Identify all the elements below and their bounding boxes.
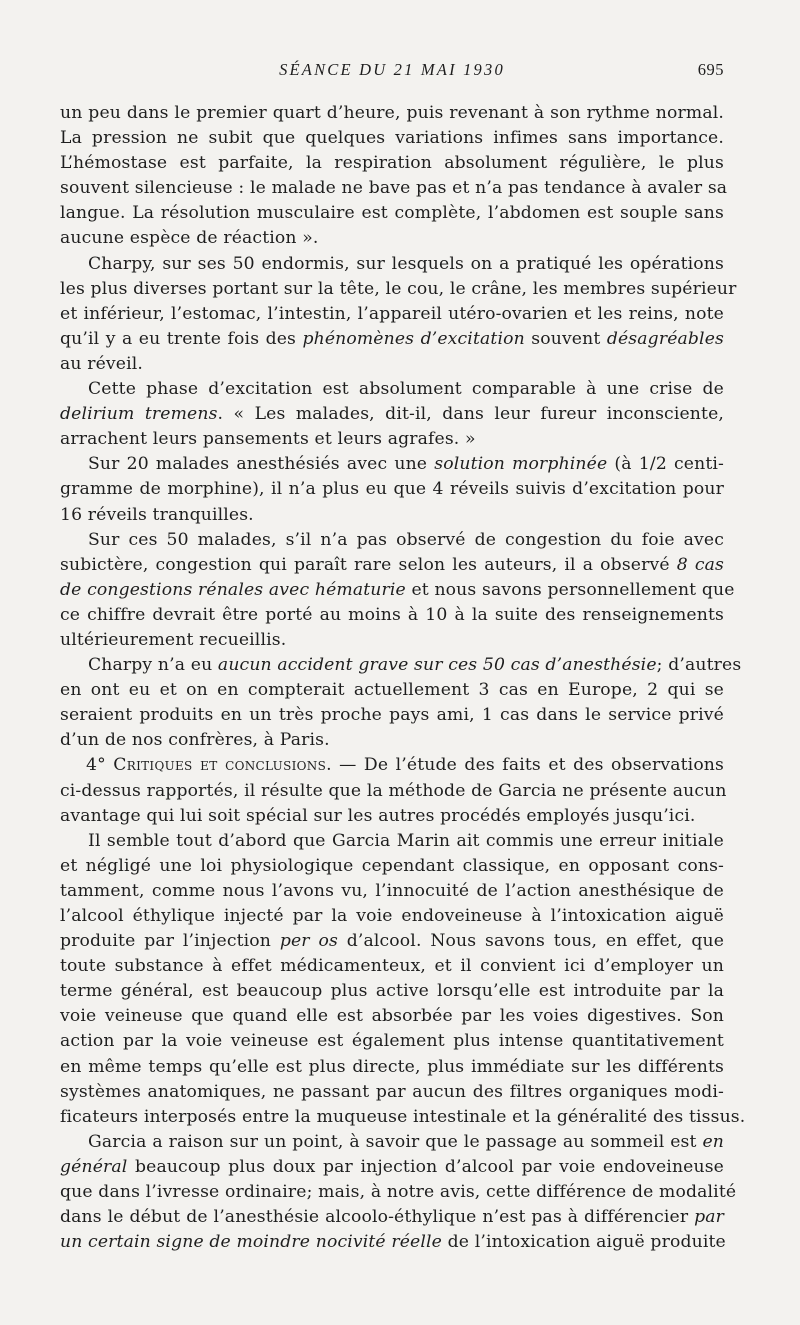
text-line: L’hémostase est parfaite, la respiration absolument régulière, le plus bbox=[60, 153, 724, 174]
page-number: 695 bbox=[697, 60, 724, 79]
text-line: ficateurs interposés entre la muqueuse intestinale et la généralité des tissus. bbox=[60, 1106, 746, 1127]
text-run: Sur 20 malades anesthésiés avec une bbox=[88, 454, 435, 475]
text-line: terme général, est beaucoup plus active lorsqu’elle est introduite par la bbox=[60, 981, 724, 1002]
text-line: La pression ne subit que quelques variations infimes sans importance. bbox=[60, 128, 724, 149]
paragraph bbox=[60, 101, 728, 252]
text-run: d’alcool. Nous savons tous, en effet, que bbox=[337, 931, 725, 952]
text-line bbox=[60, 553, 724, 578]
text-line: Sur ces 50 malades, s’il n’a pas observé de congestion du foie avec bbox=[88, 529, 724, 550]
text-line bbox=[60, 1230, 724, 1255]
italic-run: général bbox=[60, 1156, 128, 1177]
text-line: souvent silencieuse : le malade ne bave pas et n’a pas tendance à avaler sa bbox=[60, 178, 728, 199]
text-run: de l’intoxication aiguë produite bbox=[442, 1232, 726, 1253]
text-line: l’alcool éthylique injecté par la voie endoveineuse à l’intoxication aiguë bbox=[60, 906, 724, 926]
text-line: gramme de morphine), il n’a plus eu que 4 réveils suivis d’excitation pour bbox=[60, 479, 724, 500]
paragraph bbox=[60, 753, 727, 828]
italic-run: en bbox=[702, 1131, 724, 1152]
text-line bbox=[60, 1155, 724, 1180]
text-line: Cette phase d’excitation est absolument comparable à une crise de bbox=[88, 379, 724, 400]
text-line: systèmes anatomiques, ne passant par aucun des filtres organiques modi- bbox=[60, 1081, 724, 1102]
text-line: en même temps qu’elle est plus directe, plus immédiate sur les différents bbox=[60, 1056, 724, 1077]
italic-run: par bbox=[694, 1207, 724, 1228]
paragraph bbox=[60, 252, 737, 377]
text-line: toute substance à effet médicamenteux, et il convient ici d’employer un bbox=[60, 956, 724, 977]
paragraph bbox=[60, 1130, 737, 1255]
paragraph bbox=[60, 653, 742, 753]
text-line: au réveil. bbox=[60, 353, 144, 374]
text-line: seraient produits en un très proche pays ami, 1 cas dans le service privé bbox=[60, 705, 724, 726]
paragraph bbox=[60, 452, 724, 527]
text-line: et inférieur, l’estomac, l’intestin, l’appareil utéro-ovarien et les reins, note bbox=[60, 303, 724, 324]
text-line: voie veineuse que quand elle est absorbée par les voies digestives. Son bbox=[60, 1006, 724, 1027]
text-line bbox=[60, 753, 724, 778]
text-line bbox=[60, 327, 724, 352]
running-title: SÉANCE DU 21 MAI 1930 bbox=[279, 60, 505, 79]
body-text bbox=[60, 101, 746, 1255]
section-heading: Critiques et conclusions bbox=[113, 755, 327, 776]
text-line: que dans l’ivresse ordinaire; mais, à notre avis, cette différence de modalité bbox=[60, 1182, 737, 1203]
italic-run: 8 cas bbox=[676, 554, 724, 575]
text-line: Il semble tout d’abord que Garcia Marin ait commis une erreur initiale bbox=[88, 830, 724, 851]
italic-run: phénomènes bbox=[302, 328, 415, 349]
text-run: . « Les malades, dit-il, dans leur fureur inconsciente, bbox=[217, 404, 725, 425]
text-line bbox=[60, 1130, 724, 1155]
italic-run: aucun accident grave sur ces 50 cas d’anesthésie bbox=[217, 655, 657, 676]
text-run: dans le début de l’anesthésie alcoolo-éthylique n’est pas à différencier bbox=[60, 1207, 695, 1228]
text-run: produite par l’injection bbox=[60, 931, 280, 952]
text-line bbox=[60, 578, 735, 603]
paragraph bbox=[60, 829, 746, 1130]
text-line bbox=[60, 1205, 724, 1230]
text-line: arrachent leurs pansements et leurs agrafes. » bbox=[60, 429, 476, 450]
text-run: Garcia a raison sur un point, à savoir que le passage au sommeil est bbox=[88, 1131, 703, 1152]
italic-run: d’excitation bbox=[420, 328, 525, 349]
text-run: 4° bbox=[86, 755, 114, 776]
text-line: ultérieurement recueillis. bbox=[60, 629, 287, 650]
text-line: tamment, comme nous l’avons vu, l’innocuité de l’action anesthésique de bbox=[60, 880, 724, 901]
italic-run: delirium tremens bbox=[60, 404, 218, 425]
text-run: beaucoup plus doux par injection d’alcool par voie endoveineuse bbox=[127, 1156, 724, 1177]
italic-run: solution morphinée bbox=[434, 454, 608, 475]
text-run: qu’il y a eu trente fois des bbox=[60, 328, 303, 349]
text-line: d’un de nos confrères, à Paris. bbox=[60, 730, 330, 751]
text-line: ce chiffre devrait être porté au moins à 10 à la suite des renseignements bbox=[60, 604, 724, 625]
text-line: avantage qui lui soit spécial sur les autres procédés employés jusqu’ici. bbox=[60, 805, 696, 826]
text-line: en ont eu et on en compterait actuellement 3 cas en Europe, 2 qui se bbox=[60, 680, 724, 701]
paragraph bbox=[60, 528, 735, 653]
italic-run: de congestions rénales avec hématurie bbox=[60, 579, 406, 600]
text-line: action par la voie veineuse est également plus intense quantitativement bbox=[60, 1031, 724, 1052]
text-run: subictère, congestion qui paraît rare selon les auteurs, il a observé bbox=[60, 554, 677, 575]
text-run: ; d’autres bbox=[656, 655, 742, 676]
paragraph bbox=[60, 377, 724, 452]
text-line: 16 réveils tranquilles. bbox=[60, 504, 254, 525]
text-line: Charpy, sur ses 50 endormis, sur lesquels on a pratiqué les opérations bbox=[88, 253, 724, 274]
text-run: Charpy n’a eu bbox=[88, 655, 218, 676]
page-header bbox=[60, 60, 724, 88]
text-line: les plus diverses portant sur la tête, le cou, le crâne, les membres supérieur bbox=[60, 278, 737, 299]
text-line bbox=[60, 653, 742, 678]
text-run: (à 1/2 centi- bbox=[607, 454, 724, 475]
text-line bbox=[60, 929, 724, 954]
text-run: souvent bbox=[524, 328, 607, 349]
text-line: aucune espèce de réaction ». bbox=[60, 228, 319, 249]
italic-run: un certain signe de moindre nocivité réelle bbox=[60, 1232, 442, 1253]
text-run: et nous savons personnellement que bbox=[405, 579, 735, 600]
italic-run: désagréables bbox=[606, 328, 724, 349]
text-line: un peu dans le premier quart d’heure, puis revenant à son rythme normal. bbox=[60, 103, 724, 123]
text-line bbox=[60, 402, 724, 427]
text-line: langue. La résolution musculaire est complète, l’abdomen est souple sans bbox=[60, 203, 724, 224]
italic-run: per os bbox=[279, 931, 338, 952]
text-line: ci-dessus rapportés, il résulte que la méthode de Garcia ne présente aucun bbox=[60, 780, 727, 801]
text-run: . — De l’étude des faits et des observations bbox=[326, 755, 725, 776]
text-line: et négligé une loi physiologique cependant classique, en opposant cons- bbox=[60, 855, 724, 876]
text-line bbox=[60, 452, 724, 477]
